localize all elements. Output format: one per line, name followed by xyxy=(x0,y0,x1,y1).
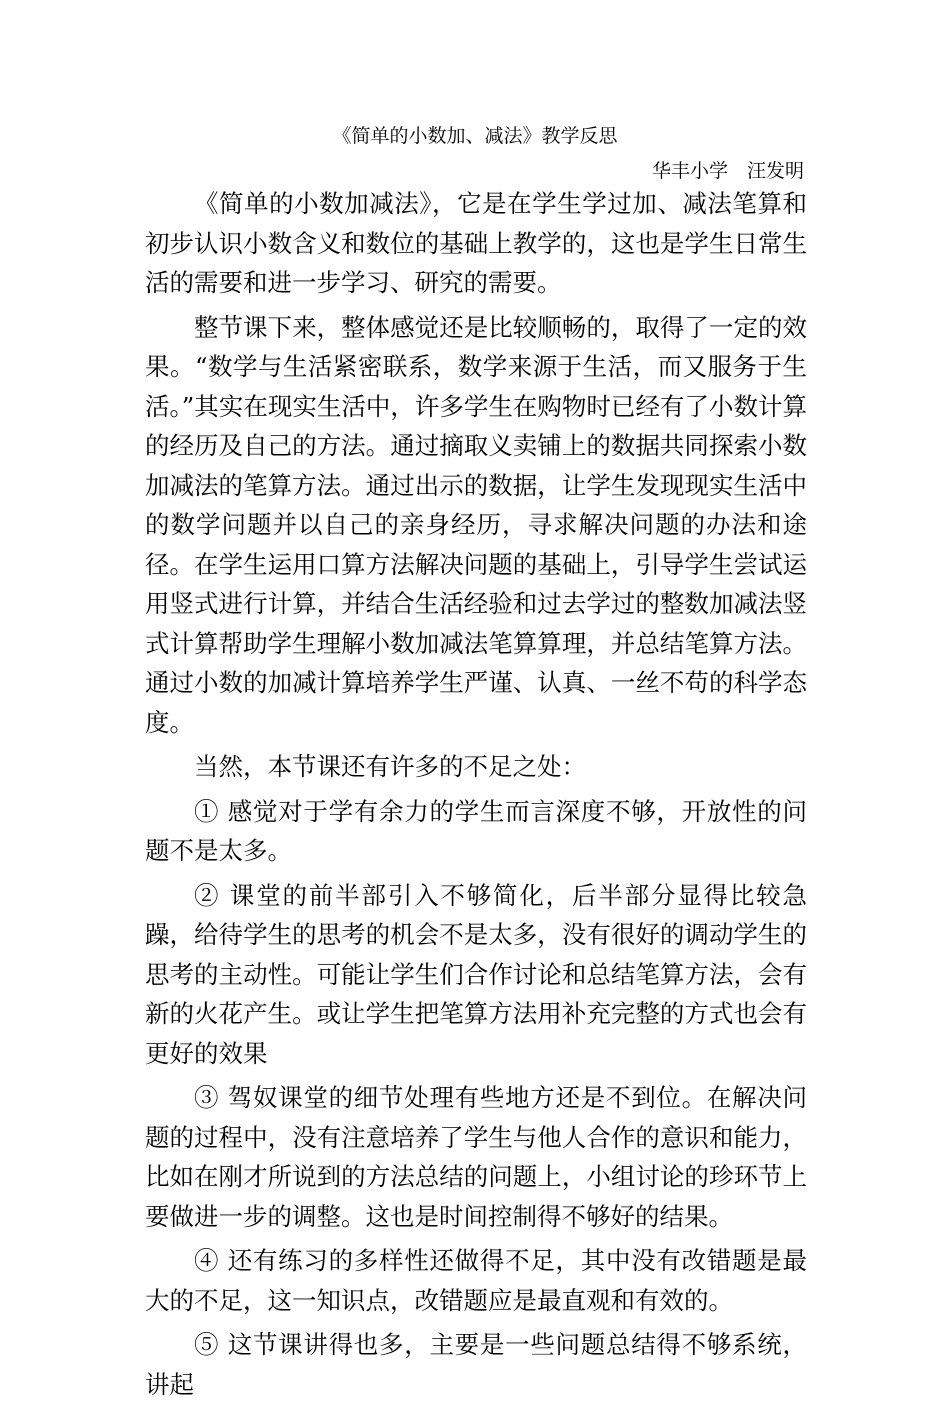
paragraph-point-5: ⑤ 这节课讲得也多，主要是一些问题总结得不够系统，讲起 xyxy=(145,1330,807,1399)
paragraph-shortcomings-intro: 当然，本节课还有许多的不足之处： xyxy=(194,752,586,781)
paragraph-point-4: ④ 还有练习的多样性还做得不足，其中没有改错题是最大的不足，这一知识点，改错题应是最直观和有效的。 xyxy=(145,1246,807,1315)
paragraph-point-2: ② 课堂的前半部引入不够简化，后半部分显得比较急躁，给待学生的思考的机会不是太多，没有很好的调动学生的思考的主动性。可能让学生们合作讨论和总结笔算方法，会有新的火花产生。或让学生把笔算方法用补充完整的方式也会有更好的效果 xyxy=(145,880,807,1068)
document-body xyxy=(145,184,807,1409)
paragraph-intro: 《简单的小数加减法》，它是在学生学过加、减法笔算和初步认识小数含义和数位的基础上教学的，这也是学生日常生活的需要和进一步学习、研究的需要。 xyxy=(145,189,807,297)
paragraph-point-1: ① 感觉对于学有余力的学生而言深度不够，开放性的问题不是太多。 xyxy=(145,796,807,865)
author-line: 华丰小学 汪发明 xyxy=(651,160,804,182)
paragraph-overview: 整节课下来，整体感觉还是比较顺畅的，取得了一定的效果。“数学与生活紧密联系，数学来源于生活，而又服务于生活。”其实在现实生活中，许多学生在购物时已经有了小数计算的经历及自己的方法。通过摘取义卖铺上的数据共同探索小数加减法的笔算方法。通过出示的数据，让学生发现现实生活中的数学问题并以自己的亲身经历，寻求解决问题的办法和途径。在学生运用口算方法解决问题的基础上，引导学生尝试运用竖式进行计算，并结合生活经验和过去学过的整数加减法竖式计算帮助学生理解小数加减法笔算算理，并总结笔算方法。通过小数的加减计算培养学生严谨、认真、一丝不苟的科学态度。 xyxy=(145,312,807,737)
paragraph-point-3: ③ 驾奴课堂的细节处理有些地方还是不到位。在解决问题的过程中，没有注意培养了学生与他人合作的意识和能力，比如在刚才所说到的方法总结的问题上，小组讨论的珍环节上要做进一步的调整。这也是时间控制得不够好的结果。 xyxy=(145,1083,807,1231)
document-title: 《简单的小数加、减法》教学反思 xyxy=(332,125,618,147)
